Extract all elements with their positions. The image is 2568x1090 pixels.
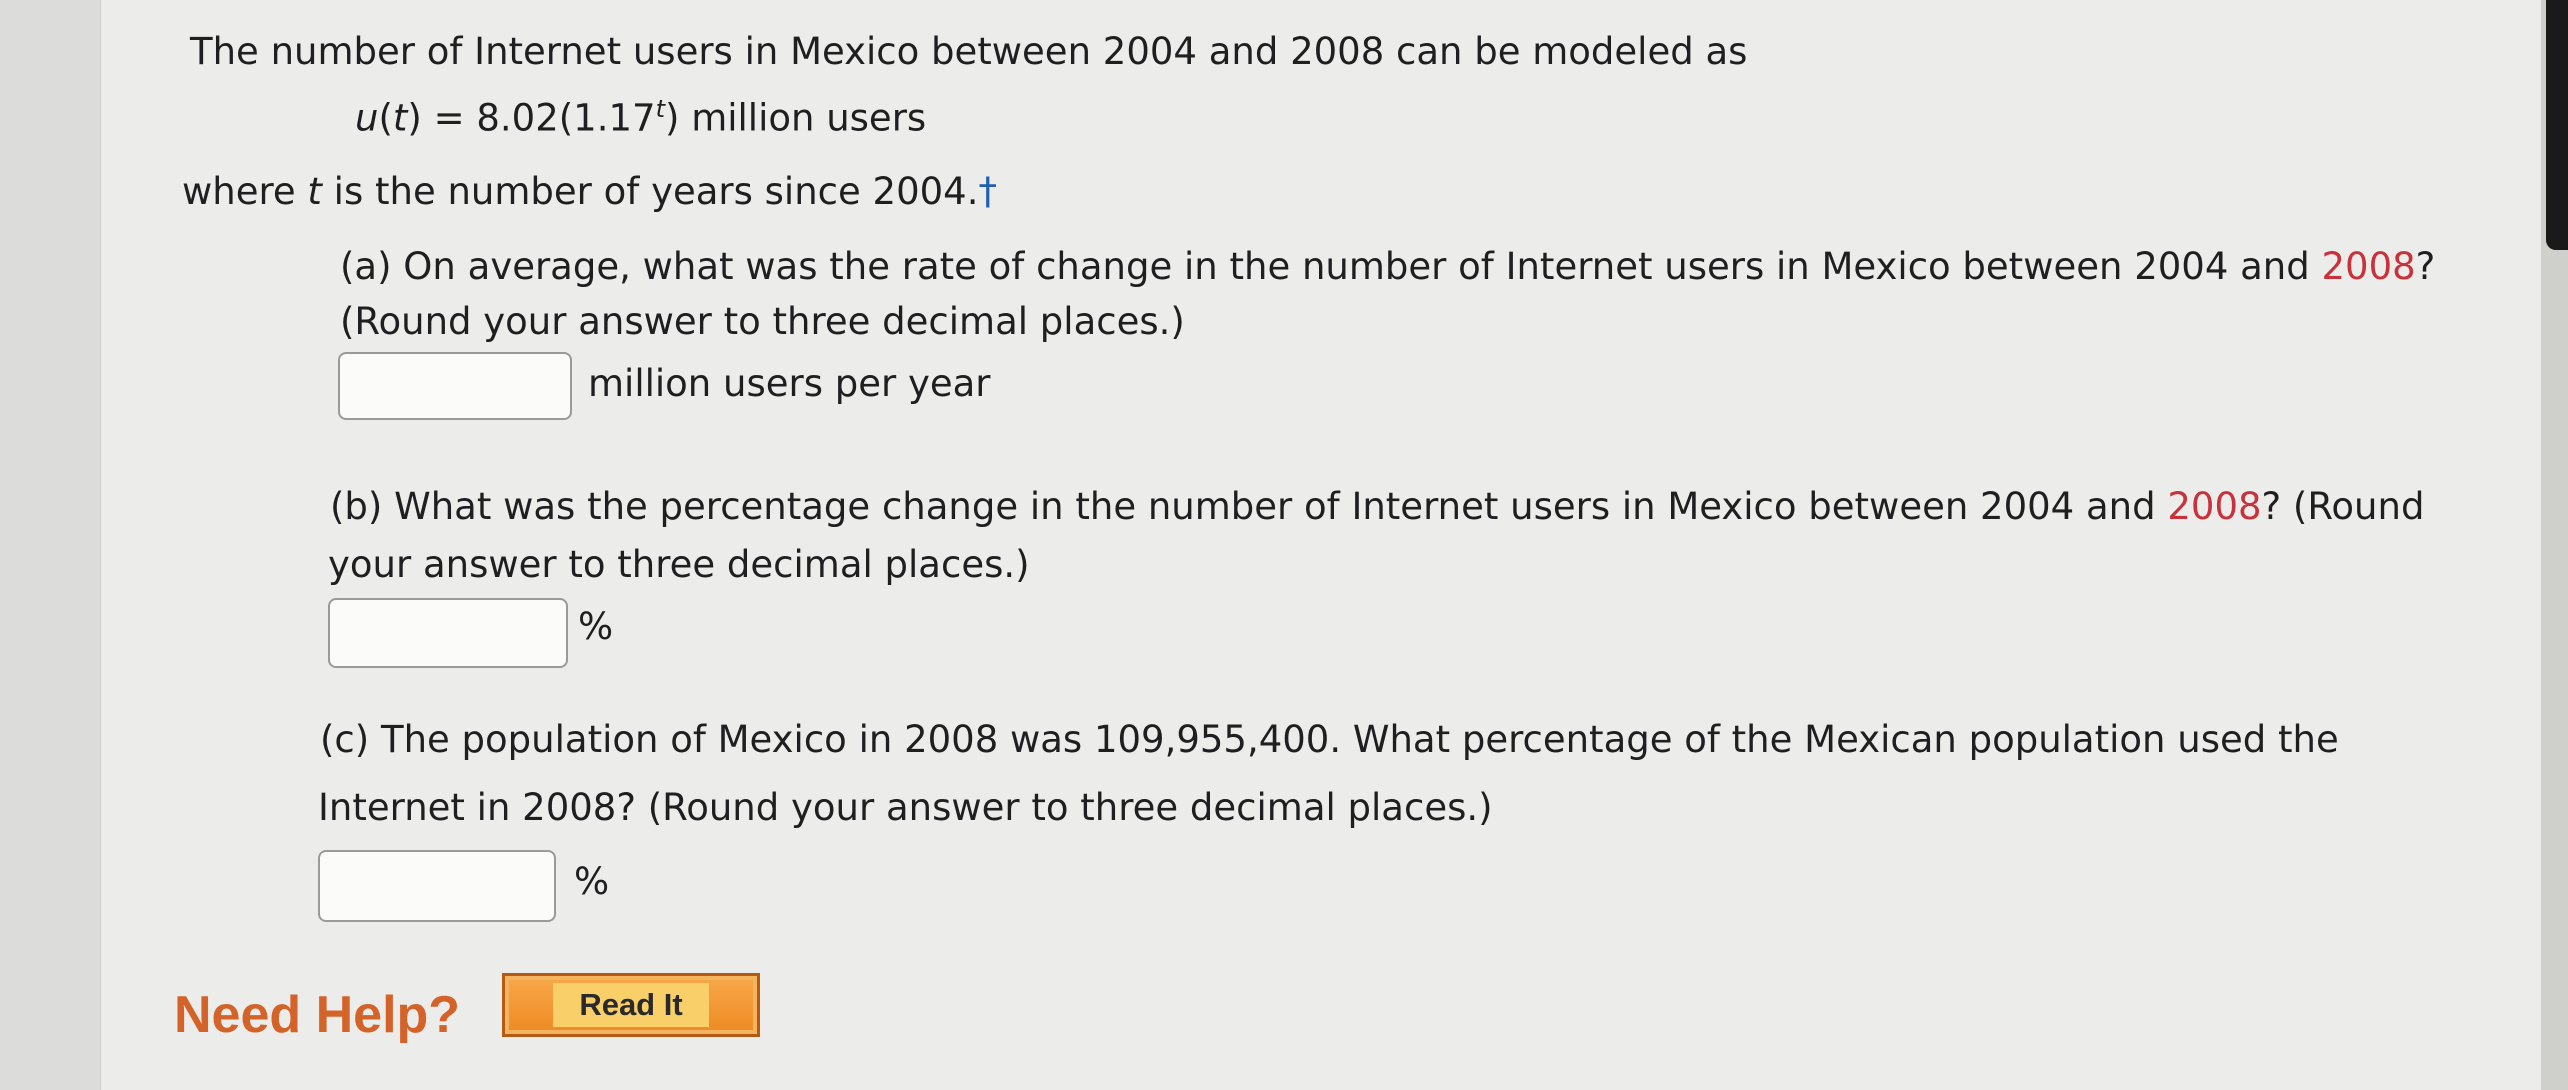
problem-intro: The number of Internet users in Mexico between 2004 and 2008 can be modeled as: [190, 30, 1748, 73]
where-variable: t: [307, 170, 322, 213]
formula-variable: t: [392, 96, 408, 140]
left-background: [0, 0, 100, 1090]
variable-definition: [182, 170, 997, 213]
where-prefix: where: [182, 170, 308, 213]
part-b-highlight: 2008: [2167, 485, 2262, 528]
model-formula: [355, 95, 926, 139]
part-c-question: (c) The population of Mexico in 2008 was 109,955,400. What percentage of the Mexican population used the: [320, 718, 2339, 761]
part-a-instruction: (Round your answer to three decimal places.): [340, 300, 1185, 343]
part-a-text-end: ?: [2415, 245, 2436, 288]
window-edge: [2540, 0, 2568, 1090]
formula-exponent: t: [655, 95, 665, 123]
part-b-question: [330, 485, 2424, 528]
footnote-dagger-link[interactable]: †: [978, 170, 997, 213]
part-c-instruction: Internet in 2008? (Round your answer to three decimal places.): [318, 786, 1493, 829]
part-b-text: (b) What was the percentage change in the number of Internet users in Mexico between 2004 and: [330, 485, 2168, 528]
formula-open: (: [378, 96, 393, 140]
part-b-unit: %: [578, 605, 614, 648]
read-it-button[interactable]: [502, 973, 760, 1037]
part-a-answer-input[interactable]: [338, 352, 572, 420]
part-c-unit: %: [574, 860, 610, 903]
formula-function: u: [355, 96, 379, 140]
part-b-answer-input[interactable]: [328, 598, 568, 668]
part-b-text-end: ? (Round: [2261, 485, 2425, 528]
scrollbar-thumb[interactable]: [2546, 0, 2568, 250]
read-it-label: Read It: [553, 983, 708, 1027]
part-c-answer-input[interactable]: [318, 850, 556, 922]
formula-base: ) = 8.02(1.17: [407, 96, 656, 140]
formula-tail: ) million users: [665, 96, 927, 140]
part-a-highlight: 2008: [2321, 245, 2416, 288]
where-suffix: is the number of years since 2004.: [321, 170, 979, 213]
need-help-heading: Need Help?: [174, 986, 461, 1044]
part-a-question: [340, 245, 2435, 288]
part-b-instruction: your answer to three decimal places.): [328, 543, 1030, 586]
part-a-text: (a) On average, what was the rate of change in the number of Internet users in Mexico between 2004 and: [340, 245, 2322, 288]
part-a-unit: million users per year: [588, 362, 991, 405]
